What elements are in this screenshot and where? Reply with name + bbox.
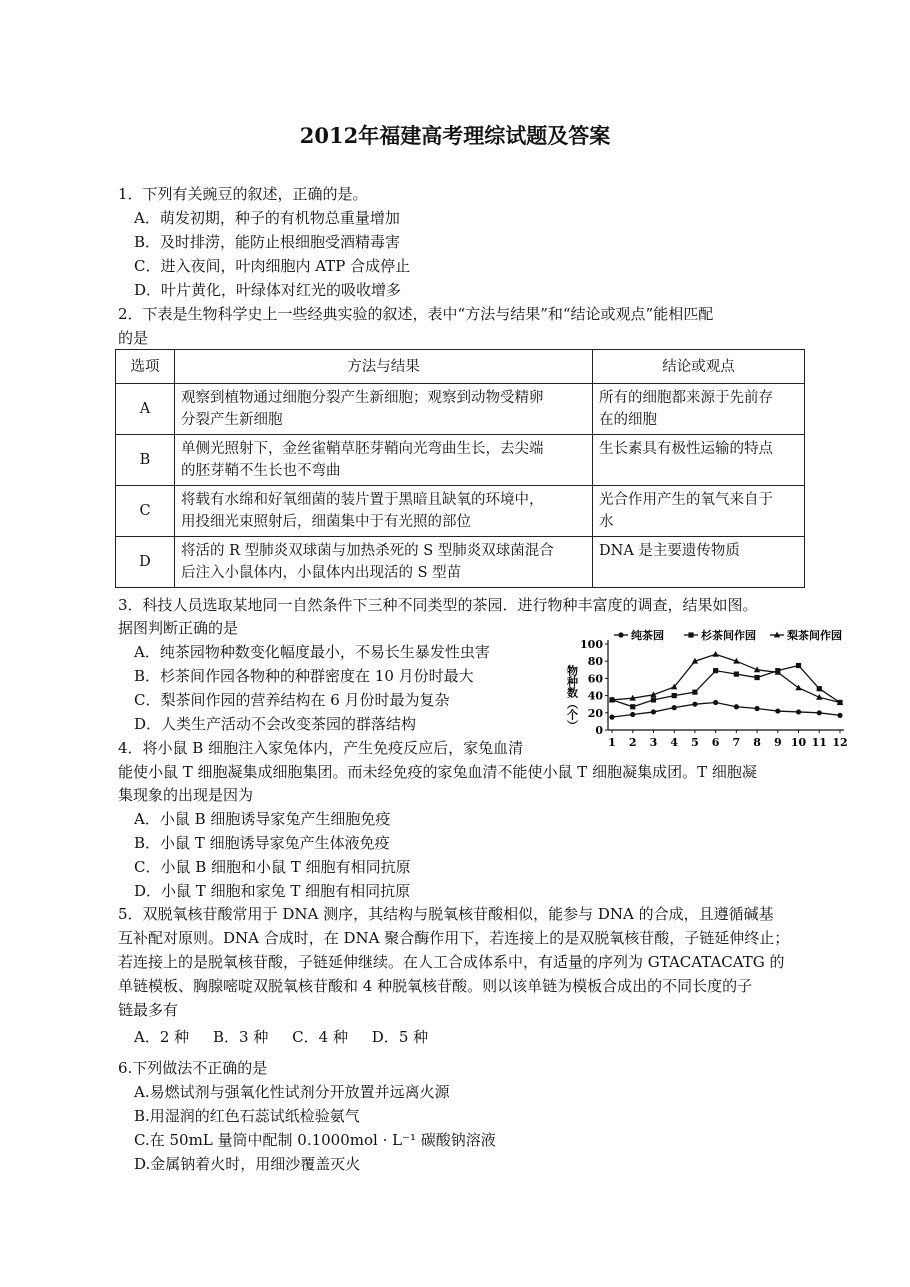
q3-option-d: D．人类生产活动不会改变茶园的群落结构: [134, 715, 417, 733]
y-tick-label: 100: [580, 638, 603, 651]
x-tick-label: 2: [628, 736, 637, 749]
table-row: [116, 537, 805, 588]
legend-label: 梨茶间作园: [787, 629, 842, 642]
data-point: [609, 715, 614, 720]
q5-line3: 若连接上的是脱氧核苷酸，子链延伸继续。在人工合成体系中，有适量的序列为 GTACATACATG 的: [118, 953, 785, 971]
q1-option-d: D．叶片黄化，叶绿体对红光的吸收增多: [134, 281, 402, 299]
data-point: [754, 675, 759, 680]
row-conclusion: 生长素具有极性运输的特点: [593, 435, 805, 486]
table-row: [116, 384, 805, 435]
x-tick-label: 1: [608, 736, 616, 749]
q3-option-c: C．梨茶间作园的营养结构在 6 月份时最为复杂: [134, 691, 450, 709]
q1-option-b: B．及时排涝，能防止根细胞受酒精毒害: [134, 233, 401, 251]
header-conclusion: 结论或观点: [593, 350, 805, 384]
data-point: [630, 712, 635, 717]
row-option: B: [116, 435, 175, 486]
data-point: [713, 668, 718, 673]
legend-label: 纯茶园: [631, 629, 664, 642]
q4-option-c: C．小鼠 B 细胞和小鼠 T 细胞有相同抗原: [134, 858, 411, 876]
x-tick-label: 3: [649, 736, 658, 749]
x-tick-label: 8: [753, 736, 761, 749]
x-tick-label: 12: [832, 736, 848, 749]
chart-marks: [609, 651, 843, 720]
data-point: [796, 663, 801, 668]
chart-ylabel: 物种数（个）: [565, 665, 579, 731]
row-conclusion: 光合作用产生的氧气来自于 水: [593, 486, 805, 537]
q3-option-b: B．杉茶间作园各物种的种群密度在 10 月份时最大: [134, 667, 474, 685]
row-option: D: [116, 537, 175, 588]
q4-line1: 4．将小鼠 B 细胞注入家兔体内，产生免疫反应后，家兔血清: [118, 739, 524, 757]
data-point: [734, 704, 739, 709]
x-tick-label: 9: [773, 736, 782, 749]
q4-option-a: A．小鼠 B 细胞诱导家兔产生细胞免疫: [134, 810, 391, 828]
y-tick-label: 20: [587, 706, 603, 720]
q1-option-c: C．进入夜间，叶肉细胞内 ATP 合成停止: [134, 257, 411, 275]
row-conclusion: DNA 是主要遗传物质: [593, 537, 805, 588]
q6-stem: 6.下列做法不正确的是: [118, 1059, 268, 1077]
data-point: [796, 709, 801, 714]
x-tick-label: 11: [811, 736, 827, 749]
x-tick-label: 5: [691, 736, 699, 749]
y-tick-label: 40: [587, 689, 603, 703]
x-tick-label: 7: [732, 736, 741, 749]
q5-line2: 互补配对原则。DNA 合成时，在 DNA 聚合酶作用下，若连接上的是双脱氧核苷酸，子链延伸终止；: [118, 929, 790, 947]
header-method: 方法与结果: [175, 350, 593, 384]
data-point: [734, 672, 739, 677]
data-point: [692, 690, 697, 695]
data-point: [651, 709, 656, 714]
table-header-row: [116, 350, 805, 384]
q4-option-d: D．小鼠 T 细胞和家兔 T 细胞有相同抗原: [134, 882, 411, 900]
row-option: A: [116, 384, 175, 435]
series-line: [612, 666, 840, 707]
q4-option-b: B．小鼠 T 细胞诱导家兔产生体液免疫: [134, 834, 390, 852]
header-option: 选项: [116, 350, 175, 384]
row-option: C: [116, 486, 175, 537]
q6-option-b: B.用湿润的红色石蕊试纸检验氨气: [134, 1107, 360, 1125]
data-point: [775, 708, 780, 713]
row-method: 将活的 R 型肺炎双球菌与加热杀死的 S 型肺炎双球菌混合 后注入小鼠体内，小鼠体内出现活的 S 型苗: [175, 537, 593, 588]
series-line: [612, 654, 840, 702]
data-point: [795, 684, 801, 690]
data-point: [837, 713, 842, 718]
data-point: [672, 705, 677, 710]
data-point: [618, 632, 623, 637]
experiment-table: [115, 349, 805, 588]
page-title: 2012年福建高考理综试题及答案: [299, 123, 611, 148]
q4-line2: 能使小鼠 T 细胞凝集成细胞集团。而未经免疫的家兔血清不能使小鼠 T 细胞凝集成团。T 细胞凝: [118, 763, 757, 781]
y-tick-label: 80: [587, 655, 603, 669]
data-point: [688, 632, 693, 637]
data-point: [817, 686, 822, 691]
data-point: [817, 710, 822, 715]
data-point: [651, 697, 656, 702]
q5-options: A．2 种 B．3 种 C．4 种 D．5 种: [134, 1028, 429, 1046]
data-point: [692, 702, 697, 707]
q1-stem: 1．下列有关豌豆的叙述，正确的是。: [118, 185, 368, 203]
q2-stem-line1: 2．下表是生物科学史上一些经典实验的叙述，表中“方法与结果”和“结论或观点”能相匹配: [118, 305, 714, 323]
x-tick-label: 4: [670, 736, 679, 749]
x-tick-label: 10: [790, 736, 807, 749]
q3-stem-line1: 3．科技人员选取某地同一自然条件下三种不同类型的茶园．进行物种丰富度的调查，结果如图。: [118, 596, 758, 614]
q1-option-a: A．萌发初期，种子的有机物总重量增加: [134, 209, 400, 227]
legend-label: 杉茶间作园: [701, 629, 756, 642]
data-point: [713, 700, 718, 705]
table-row: [116, 486, 805, 537]
y-tick-label: 60: [587, 672, 603, 686]
row-conclusion: 所有的细胞都来源于先前存 在的细胞: [593, 384, 805, 435]
row-method: 将载有水绵和好氧细菌的装片置于黑暗且缺氧的环境中， 用投细光束照射后，细菌集中于有光照的部位: [175, 486, 593, 537]
table-row: [116, 435, 805, 486]
q3-option-a: A．纯茶园物种数变化幅度最小，不易长生暴发性虫害: [134, 643, 490, 661]
series-line: [612, 702, 840, 717]
q2-stem-line2: 的是: [118, 329, 149, 347]
q4-line3: 集现象的出现是因为: [118, 786, 254, 804]
y-tick-label: 0: [595, 724, 603, 737]
q6-option-c: C.在 50mL 量筒中配制 0.1000mol · L⁻¹ 碳酸钠溶液: [134, 1131, 496, 1149]
row-method: 单侧光照射下，金丝雀鞘草胚芽鞘向光弯曲生长，去尖端 的胚芽鞘不生长也不弯曲: [175, 435, 593, 486]
row-method: 观察到植物通过细胞分裂产生新细胞；观察到动物受精卵 分裂产生新细胞: [175, 384, 593, 435]
data-point: [630, 704, 635, 709]
data-point: [754, 706, 759, 711]
species-richness-chart: [560, 626, 856, 754]
data-point: [672, 693, 677, 698]
q5-line5: 链最多有: [118, 1001, 179, 1019]
q5-line4: 单链模板、胸腺嘧啶双脱氧核苷酸和 4 种脱氧核苷酸。则以该单链为模板合成出的不同长度的子: [118, 977, 753, 995]
chart-legend: [614, 628, 842, 642]
q6-option-d: D.金属钠着火时，用细沙覆盖灭火: [134, 1155, 361, 1173]
data-point: [712, 651, 718, 657]
q3-stem-line2: 据图判断正确的是: [118, 619, 239, 637]
q5-line1: 5．双脱氧核苷酸常用于 DNA 测序，其结构与脱氧核苷酸相似，能参与 DNA 的合成，且遵循碱基: [118, 905, 774, 923]
q6-option-a: A.易燃试剂与强氧化性试剂分开放置并远离火源: [134, 1083, 450, 1101]
x-tick-label: 6: [711, 736, 720, 749]
